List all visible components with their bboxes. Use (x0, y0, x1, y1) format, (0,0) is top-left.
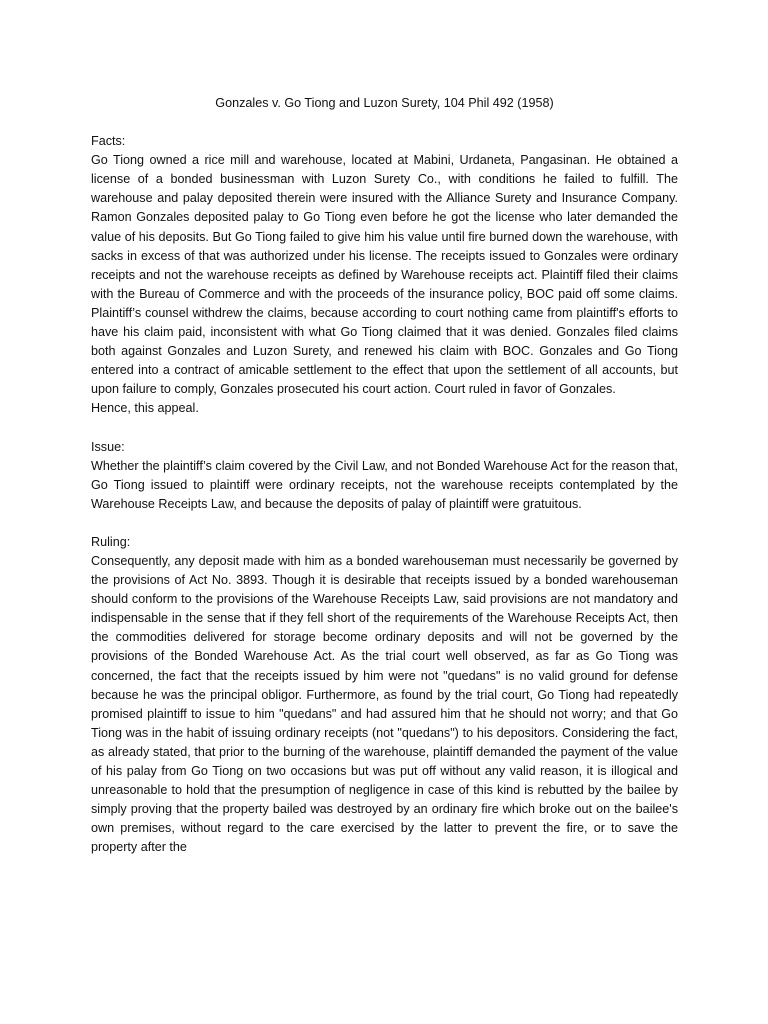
facts-section (91, 132, 678, 418)
document-title: Gonzales v. Go Tiong and Luzon Surety, 104 Phil 492 (1958) (215, 96, 554, 110)
ruling-body: Consequently, any deposit made with him as a bonded warehouseman must necessarily be governed by the provisions of Act No. 3893. Though it is desirable that receipts issued by a bonded warehouseman should conform to the provisions of the Warehouse Receipts Law, said provisions are not mandatory and indispensable in the sense that if they fell short of the requirements of the Warehouse Receipts Act, then the commodities delivered for storage become ordinary deposits and will not be governed by the provisions of the Bonded Warehouse Act. As the trial court well observed, as far as Go Tiong was concerned, the fact that the receipts issued by him were not "quedans" is no valid ground for defense because he was the principal obligor. Furthermore, as found by the trial court, Go Tiong had repeatedly promised plaintiff to issue to him "quedans" and had assured him that he should not worry; and that Go Tiong was in the habit of issuing ordinary receipts (not "quedans") to his depositors. Considering the fact, as already stated, that prior to the burning of the warehouse, plaintiff demanded the payment of the value of his palay from Go Tiong on two occasions but was put off without any valid reason, it is illogical and unreasonable to hold that the presumption of negligence in case of this kind is rebutted by the bailee by simply proving that the property bailed was destroyed by an ordinary fire which broke out on the bailee's own premises, without regard to the care exercised by the latter to prevent the fire, or to save the property after the (91, 553, 678, 855)
facts-closing: Hence, this appeal. (91, 401, 199, 416)
ruling-section (91, 533, 678, 858)
facts-heading: Facts: (91, 134, 126, 149)
issue-section (91, 438, 678, 514)
facts-body: Go Tiong owned a rice mill and warehouse, located at Mabini, Urdaneta, Pangasinan. He obtained a license of a bonded businessman with Luzon Surety Co., with conditions he failed to fulfill. The warehouse and palay deposited therein were insured with the Alliance Surety and Insurance Company. Ramon Gonzales deposited palay to Go Tiong even before he got the license who later demanded the value of his deposits. But Go Tiong failed to give him his value until fire burned down the warehouse, with sacks in excess of that was authorized under his license. The receipts issued to Gonzales were ordinary receipts and not the warehouse receipts as defined by Warehouse receipts act. Plaintiff filed their claims with the Bureau of Commerce and with the proceeds of the insurance policy, BOC paid off some claims. Plaintiff’s counsel withdrew the claims, because according to court nothing came from plaintiff's efforts to have his claim paid, inconsistent with what Go Tiong claimed that it was denied. Gonzales filed claims both against Gonzales and Luzon Surety, and renewed his claim with BOC. Gonzales and Go Tiong entered into a contract of amicable settlement to the effect that upon the settlement of all accounts, but upon failure to comply, Gonzales prosecuted his court action. Court ruled in favor of Gonzales. (91, 153, 678, 397)
ruling-heading: Ruling: (91, 534, 131, 549)
issue-body: Whether the plaintiff’s claim covered by the Civil Law, and not Bonded Warehouse Act for the reason that, Go Tiong issued to plaintiff were ordinary receipts, not the warehouse receipts contemplated by the Warehouse Receipts Law, and because the deposits of palay of plaintiff were gratuitous. (91, 458, 678, 511)
document-page (91, 94, 678, 876)
issue-heading: Issue: (91, 439, 125, 454)
